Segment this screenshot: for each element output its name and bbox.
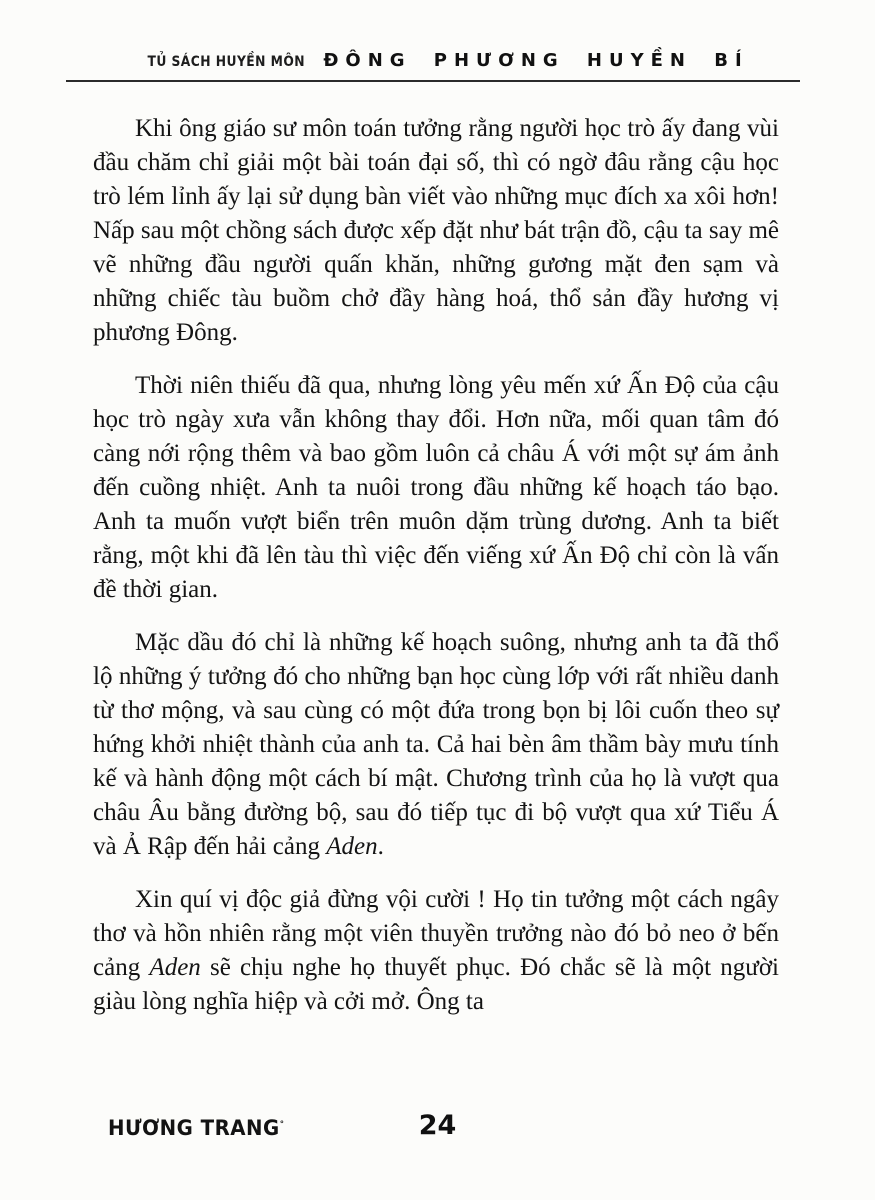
paragraph-text: Mặc dầu đó chỉ là những kế hoạch suông, nhưng anh ta đã thổ lộ những ý tưởng đó cho những bạn học cùng lớp với rất nhiều danh từ thơ mộng, và sau cùng có một đứa trong bọn bị lôi cuốn theo sự hứng khởi nhiệt thành của anh ta. Cả hai bèn âm thầm bày mưu tính kế và hành động một cách bí mật. Chương trình của họ là vượt qua châu Âu bằng đường bộ, sau đó tiếp tục đi bộ vượt qua xứ Tiểu Á và Ả Rập đến hải cảng: [93, 629, 779, 860]
publisher-name: HƯƠNG TRANG: [108, 1116, 280, 1140]
paragraph-text: Khi ông giáo sư môn toán tưởng rằng người học trò ấy đang vùi đầu chăm chỉ giải một bài toán đại số, thì có ngờ đâu rằng cậu học trò lém lỉnh ấy lại sử dụng bàn viết vào những mục đích xa xôi hơn! Nấp sau một chồng sách được xếp đặt như bát trận đồ, cậu ta say mê vẽ những đầu người quấn khăn, những gương mặt đen sạm và những chiếc tàu buồm chở đầy hàng hoá, thổ sản đầy hương vị phương Đông.: [93, 115, 779, 346]
paragraph: [93, 112, 779, 350]
paragraph: [93, 883, 779, 1019]
paragraph: [93, 626, 779, 864]
paragraph-text: Thời niên thiếu đã qua, nhưng lòng yêu mến xứ Ấn Độ của cậu học trò ngày xưa vẫn không thay đổi. Hơn nữa, mối quan tâm đó càng nới rộng thêm và bao gồm luôn cả châu Á với một sự ám ảnh đến cuồng nhiệt. Anh ta nuôi trong đầu những kế hoạch táo bạo. Anh ta muốn vượt biển trên muôn dặm trùng dương. Anh ta biết rằng, một khi đã lên tàu thì việc đến viếng xứ Ấn Độ chỉ còn là vấn đề thời gian.: [93, 372, 779, 603]
book-title: ĐÔNG PHƯƠNG HUYỀN BÍ: [323, 50, 749, 71]
paragraph-text: sẽ chịu nghe họ thuyết phục. Đó chắc sẽ là một người giàu lòng nghĩa hiệp và cởi mở. Ông ta: [93, 954, 779, 1015]
page-number: 24: [418, 1110, 457, 1141]
page-footer: [0, 1110, 875, 1150]
body-text: [93, 112, 779, 1019]
paragraph: [93, 369, 779, 607]
publisher-mark: °: [279, 1120, 285, 1130]
paragraph-text: Xin quí vị độc giả đừng vội cười ! Họ tin tưởng một cách ngây thơ và hồn nhiên rằng một viên thuyền trưởng nào đó bỏ neo ở bến cảng: [93, 886, 779, 981]
paragraph-text: .: [377, 833, 384, 860]
italic-text: Aden: [326, 833, 378, 860]
running-header: [0, 50, 875, 71]
header-rule: [66, 80, 800, 82]
italic-text: Aden: [149, 954, 201, 981]
series-label: TỦ SÁCH HUYỀN MÔN: [147, 54, 306, 70]
